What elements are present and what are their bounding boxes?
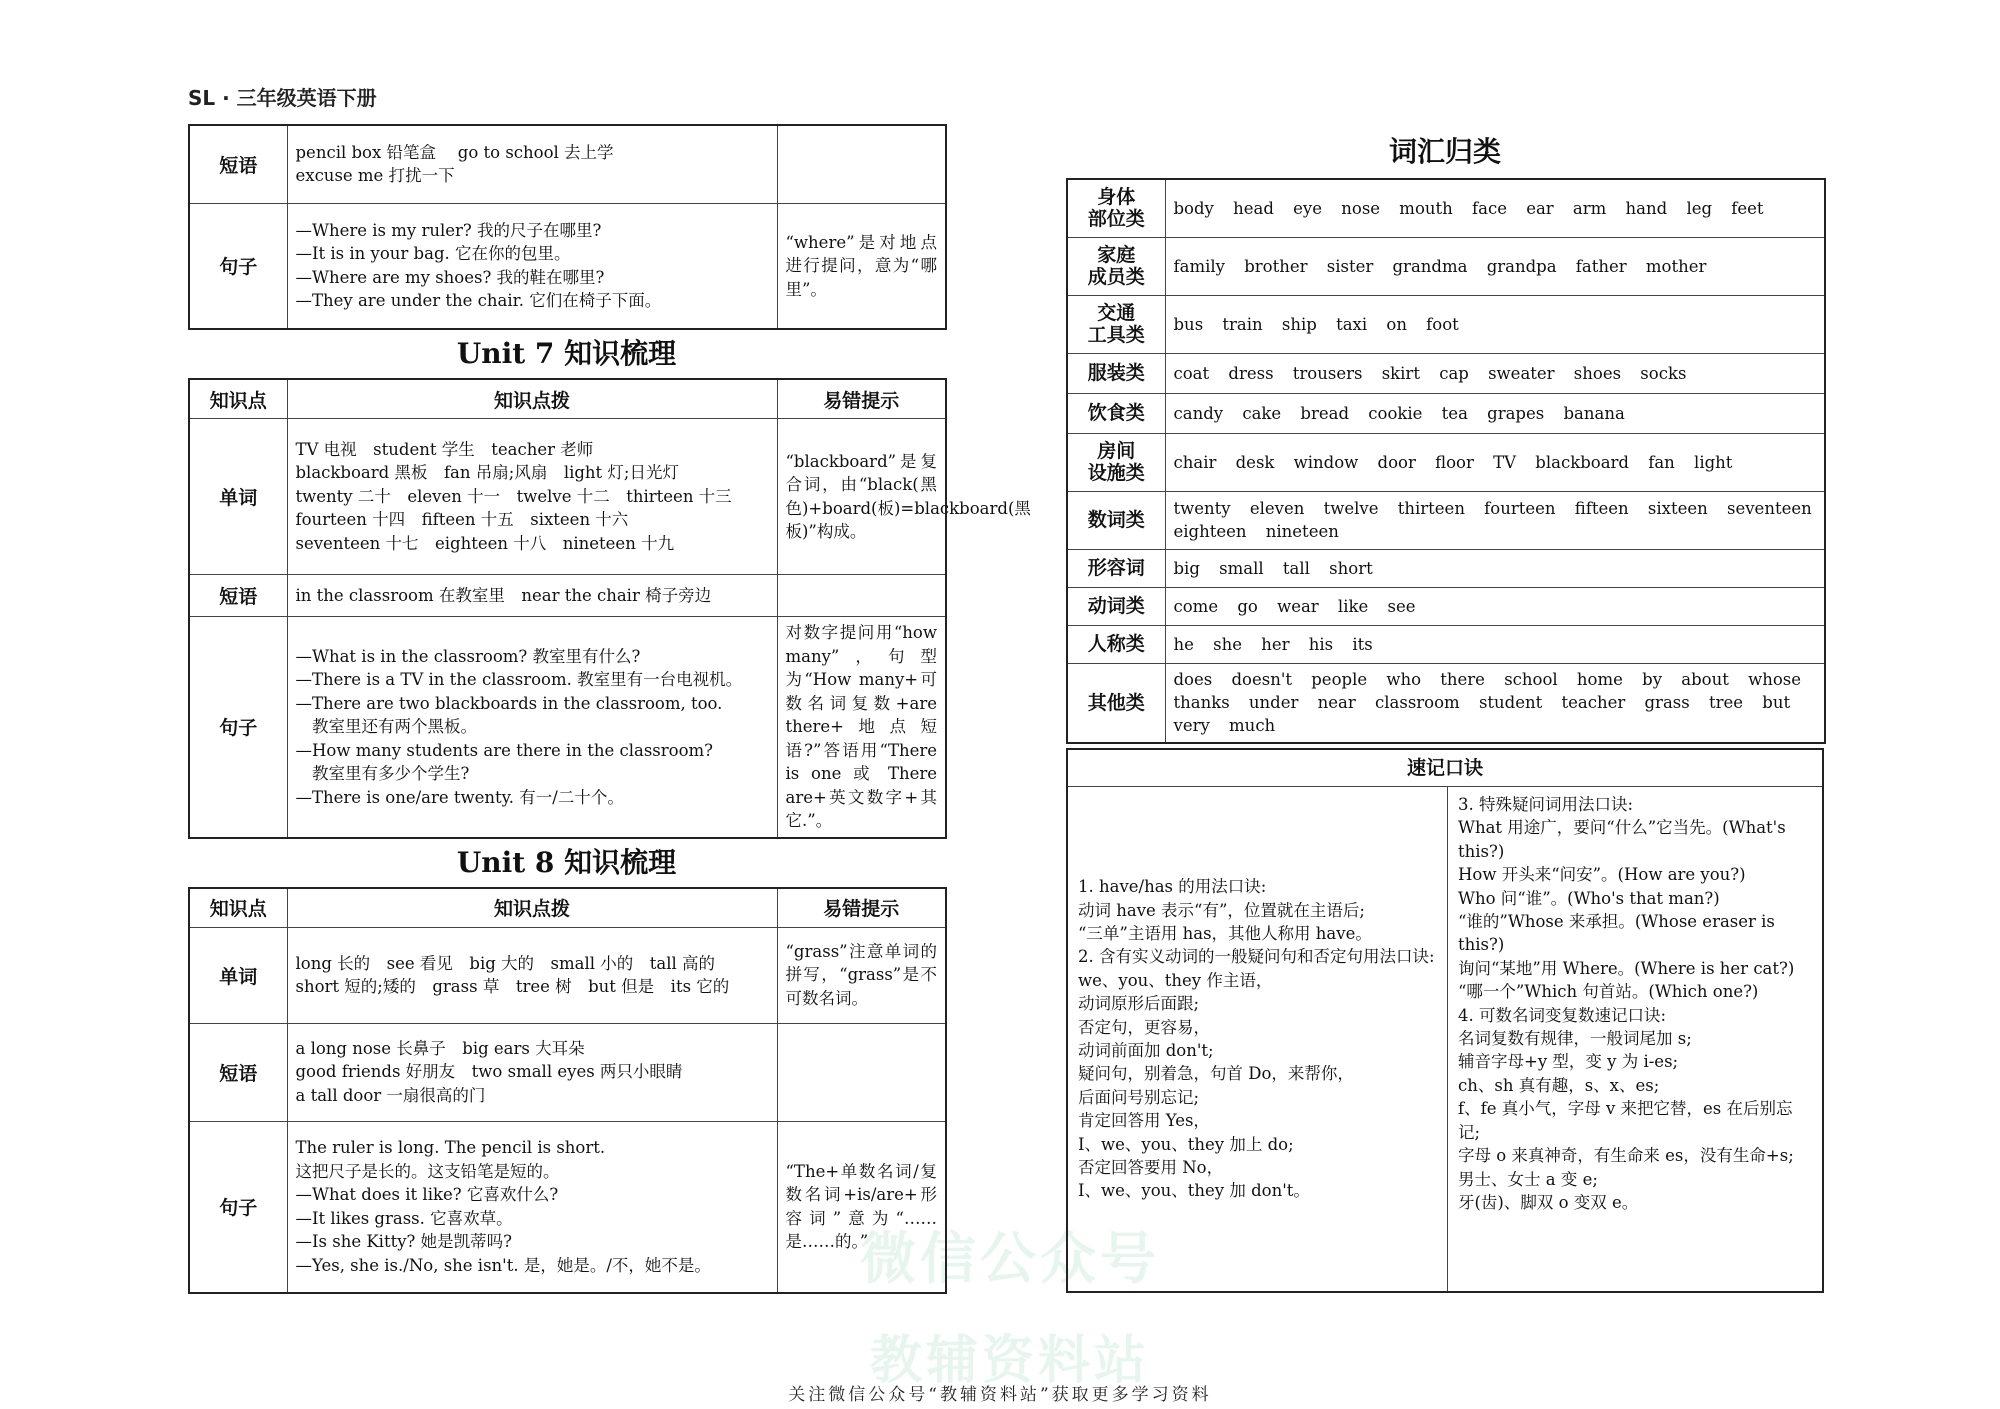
vocab-category: 身体 部位类 (1067, 179, 1165, 237)
row-tip (777, 125, 946, 203)
watermark-text: 教辅资料站 (869, 1331, 1150, 1391)
table-row (189, 575, 946, 617)
row-content: —What is in the classroom? 教室里有什么? —There is a TV in the classroom. 教室里有一台电视机。 —There are two blackboards in the classroom, too. 教室里还有两个黑板。 —How many students are there in the classroom? 教室里有多少个学生? —There is one/are twenty. 有一/二十个。 (287, 617, 777, 838)
unit7-table (188, 378, 1031, 839)
vocab-words: does doesn't people who there school home by about whose thanks under near classroom student teacher grass tree but very much (1165, 663, 1825, 743)
vocab-row (1067, 549, 1825, 587)
row-category: 单词 (189, 927, 287, 1023)
column-header: 知识点拨 (287, 888, 777, 928)
vocab-row (1067, 491, 1825, 549)
column-header: 知识点拨 (287, 379, 777, 419)
vocab-row (1067, 393, 1825, 433)
row-category: 句子 (189, 203, 287, 329)
vocab-category: 形容词 (1067, 549, 1165, 587)
vocab-words: twenty eleven twelve thirteen fourteen fifteen sixteen seventeen eighteen nineteen (1165, 491, 1825, 549)
table-row (189, 927, 946, 1023)
column-header: 知识点 (189, 379, 287, 419)
table-header-row (189, 888, 946, 928)
table-row (189, 203, 946, 329)
table-row (189, 125, 946, 203)
vocab-words: coat dress trousers skirt cap sweater shoes socks (1165, 353, 1825, 393)
row-category: 句子 (189, 617, 287, 838)
vocab-row (1067, 295, 1825, 353)
vocab-words: family brother sister grandma grandpa father mother (1165, 237, 1825, 295)
unit7-title: Unit 7 知识梳理 (456, 337, 677, 370)
table-row (189, 617, 946, 838)
mnemonic-title: 速记口诀 (1068, 750, 1822, 787)
row-content: in the classroom 在教室里 near the chair 椅子旁边 (287, 575, 777, 617)
row-category: 短语 (189, 575, 287, 617)
row-tip: “grass”注意单词的拼写，“grass”是不可数名词。 (777, 927, 946, 1023)
row-content: a long nose 长鼻子 big ears 大耳朵 good friends 好朋友 two small eyes 两只小眼睛 a tall door 一扇很高的门 (287, 1023, 777, 1121)
vocab-category: 服装类 (1067, 353, 1165, 393)
page-title: SL · 三年级英语下册 (188, 86, 377, 110)
vocab-row (1067, 433, 1825, 491)
vocab-title: 词汇归类 (1388, 135, 1501, 168)
table-header-row (189, 379, 946, 419)
vocab-words: candy cake bread cookie tea grapes banana (1165, 393, 1825, 433)
row-category: 短语 (189, 125, 287, 203)
vocab-category: 房间 设施类 (1067, 433, 1165, 491)
vocab-row (1067, 353, 1825, 393)
vocab-row (1067, 663, 1825, 743)
vocab-category: 交通 工具类 (1067, 295, 1165, 353)
unit8-table (188, 887, 947, 1295)
vocab-row (1067, 625, 1825, 663)
mnemonic-box (1066, 748, 1824, 1293)
column-header: 易错提示 (777, 379, 946, 419)
row-content: The ruler is long. The pencil is short. 这把尺子是长的。这支铅笔是短的。 —What does it like? 它喜欢什么? —It likes grass. 它喜欢草。 —Is she Kitty? 她是凯蒂吗? —Yes, she is./No, she isn't. 是，她是。/不，她不是。 (287, 1121, 777, 1293)
watermark-text: 微信公众号 (860, 1227, 1160, 1292)
vocab-words: he she her his its (1165, 625, 1825, 663)
row-content: —Where is my ruler? 我的尺子在哪里? —It is in your bag. 它在你的包里。 —Where are my shoes? 我的鞋在哪里? —They are under the chair. 它们在椅子下面。 (287, 203, 777, 329)
vocab-words: bus train ship taxi on foot (1165, 295, 1825, 353)
row-category: 句子 (189, 1121, 287, 1293)
vocab-category: 其他类 (1067, 663, 1165, 743)
right-column (1066, 124, 1824, 1293)
row-content: pencil box 铅笔盒 go to school 去上学 excuse me 打扰一下 (287, 125, 777, 203)
row-tip (777, 1023, 946, 1121)
unit6-tail-table (188, 124, 947, 330)
vocab-category: 数词类 (1067, 491, 1165, 549)
row-tip: “blackboard”是复合词，由“black(黑色)+board(板)=blackboard(黑板)”构成。 (777, 419, 946, 575)
table-row (189, 419, 946, 575)
mnemonic-right-text: 3. 特殊疑问词用法口诀: What 用途广，要问“什么”它当先。(What's this?) How 开头来“问安”。(How are you?) Who 问“谁”。(Who's that man?) “谁的”Whose 来承担。(Whose eraser is this?) 询问“某地”用 Where。(Where is her cat?) “哪一个”Which 句首站。(Which one?) 4. 可数名词变复数速记口诀: 名词复数有规律，一般词尾加 s; 辅音字母+y 型，变 y 为 i-es; ch、sh 真有趣，s、x、es; f、fe 真小气，字母 v 来把它替，es 在后别忘记; 字母 o 来真神奇，有生命来 es，没有生命+s; 男士、女士 a 变 e; 牙(齿)、脚双 o 变双 e。 (1458, 795, 1795, 1212)
vocab-table (1066, 178, 1826, 744)
vocab-row (1067, 179, 1825, 237)
vocab-category: 人称类 (1067, 625, 1165, 663)
row-tip: “where”是对地点进行提问，意为“哪里”。 (777, 203, 946, 329)
column-header: 易错提示 (777, 888, 946, 928)
vocab-words: come go wear like see (1165, 587, 1825, 625)
row-tip: “The+单数名词/复数名词+is/are+形容词”意为“……是……的。” (777, 1121, 946, 1293)
row-content: TV 电视 student 学生 teacher 老师 blackboard 黑板 fan 吊扇;风扇 light 灯;日光灯 twenty 二十 eleven 十一 twelve 十二 thirteen 十三 fourteen 十四 fifteen 十五 sixteen 十六 seventeen 十七 eighteen 十八 nineteen 十九 (287, 419, 777, 575)
column-header: 知识点 (189, 888, 287, 928)
footer-note: 关注微信公众号“教辅资料站”获取更多学习资料 (788, 1385, 1212, 1405)
vocab-words: body head eye nose mouth face ear arm hand leg feet (1165, 179, 1825, 237)
table-row (189, 1023, 946, 1121)
row-tip (777, 575, 946, 617)
row-content: long 长的 see 看见 big 大的 small 小的 tall 高的 short 短的;矮的 grass 草 tree 树 but 但是 its 它的 (287, 927, 777, 1023)
vocab-category: 动词类 (1067, 587, 1165, 625)
vocab-category: 饮食类 (1067, 393, 1165, 433)
vocab-row (1067, 237, 1825, 295)
row-tip: 对数字提问用“how many”，句型为“How many+可数名词复数+are there+地点短语?”答语用“There is one 或 There are+英文数字+其它.”。 (777, 617, 946, 838)
unit8-title: Unit 8 知识梳理 (456, 845, 677, 879)
mnemonic-body (1068, 787, 1822, 1291)
row-category: 短语 (189, 1023, 287, 1121)
vocab-words: big small tall short (1165, 549, 1825, 587)
mnemonic-left-col (1068, 787, 1448, 1291)
table-row (189, 1121, 946, 1293)
mnemonic-left-text: 1. have/has 的用法口诀: 动词 have 表示“有”，位置就在主语后; “三单”主语用 has，其他人称用 have。 2. 含有实义动词的一般疑问句和否定句用法口诀: we、you、they 作主语， 动词原形后面跟; 否定句，更容易， 动词前面加 don't; 疑问句，别着急，句首 Do，来帮你， 后面问号别忘记; 肯定回答用 Yes， I、we、you、they 加上 do; 否定回答要用 No， I、we、you、they 加 don't。 (1078, 877, 1435, 1201)
vocab-category: 家庭 成员类 (1067, 237, 1165, 295)
vocab-words: chair desk window door floor TV blackboard fan light (1165, 433, 1825, 491)
row-category: 单词 (189, 419, 287, 575)
vocab-row (1067, 587, 1825, 625)
